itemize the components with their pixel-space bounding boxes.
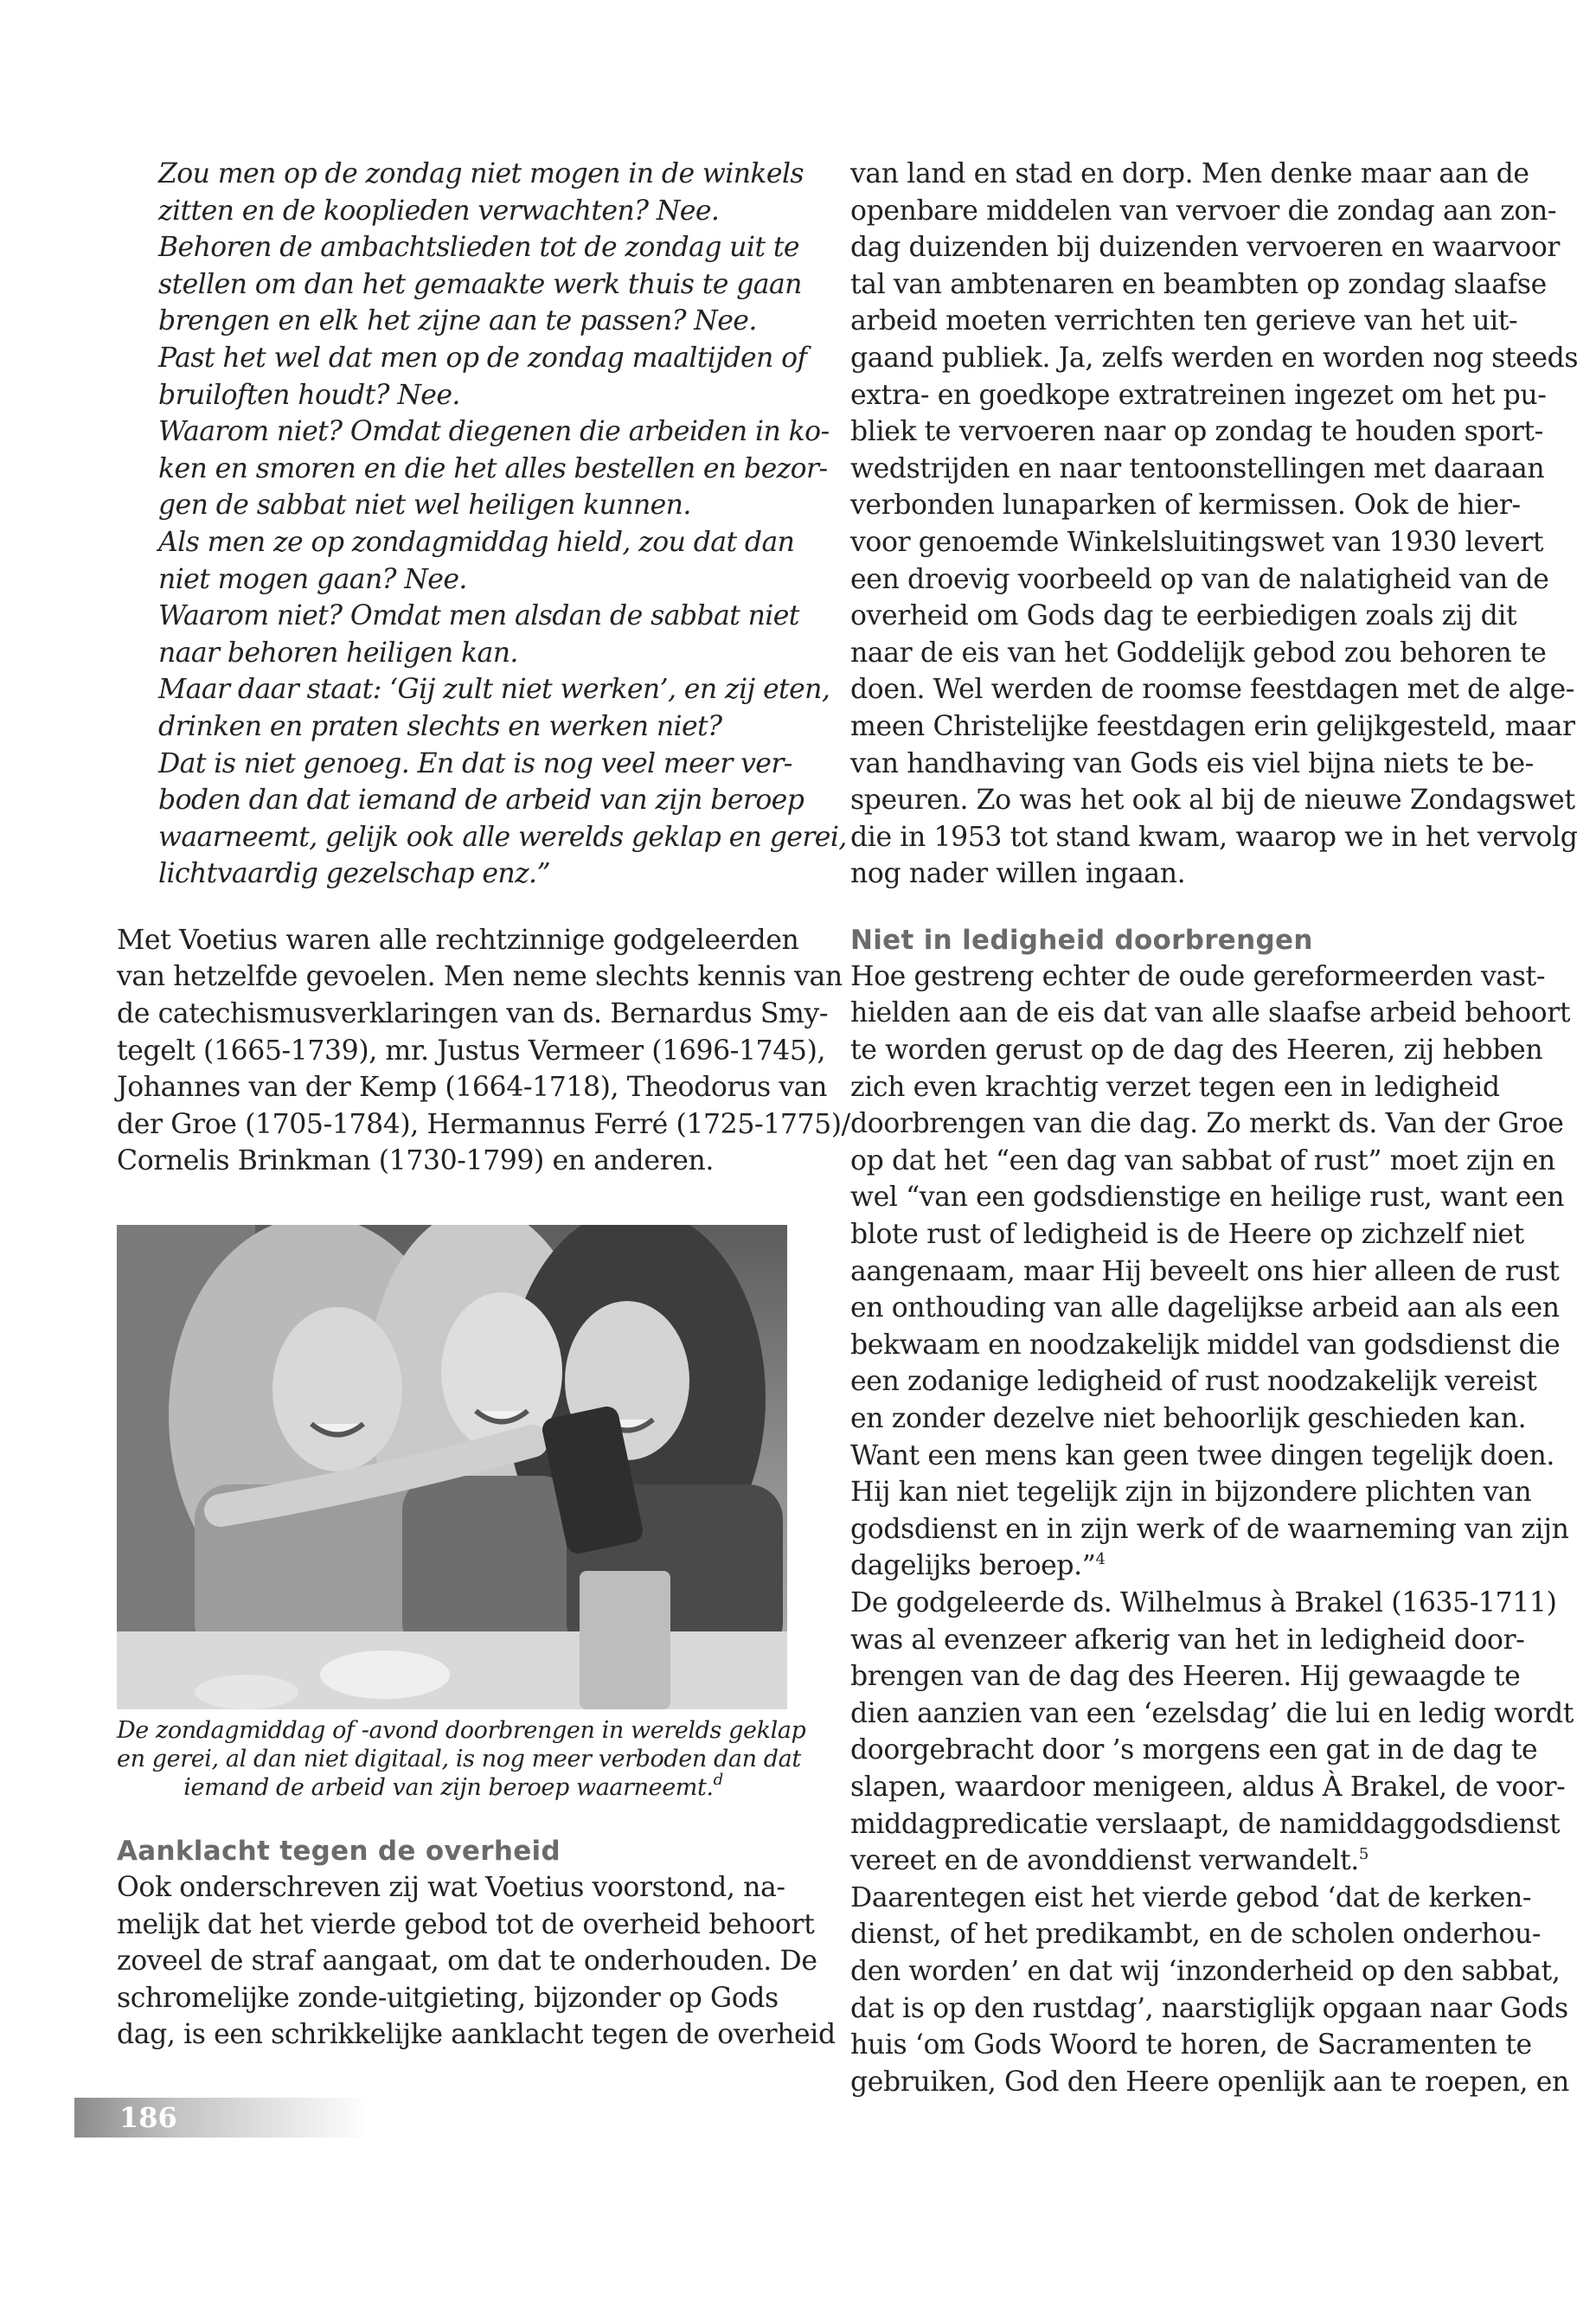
caption-line: iemand de arbeid van zijn beroep waarneemt.$^d$ [183,1771,723,1802]
paragraph-line: dag, is een schrikkelijke aanklacht tegen de overheid [117,2019,836,2051]
paragraph-line: verbonden lunaparken of kermissen. Ook de hier- [850,490,1521,522]
paragraph-line: Hij kan niet tegelijk zijn in bijzondere plichten van [850,1477,1532,1509]
paragraph-line: middagpredicatie verslaapt, de namiddaggodsdienst [850,1808,1561,1840]
paragraph-line: dien aanzien van een ‘ezelsdag’ die lui en ledig wordt [850,1697,1574,1729]
paragraph-line: van land en stad en dorp. Men denke maar aan de [850,158,1529,189]
paragraph-line: tegelt (1665-1739), mr. Justus Vermeer (1696-1745), [117,1035,826,1067]
footnote-marker: 5 [1358,1845,1368,1864]
paragraph-line: speuren. Zo was het ook al bij de nieuwe Zondagswet [850,785,1575,817]
paragraph-line: en zonder dezelve niet behoorlijk geschieden kan. [850,1403,1527,1434]
paragraph-line: Zou men op de zondag niet mogen in de winkels [158,158,804,189]
paragraph-line: wedstrijden en naar tentoonstellingen met daaraan [850,452,1545,484]
paragraph-line: doorbrengen van die dag. Zo merkt ds. Van der Groe [850,1108,1564,1140]
paragraph-line: dienst, of het predikambt, en de scholen onderhou- [850,1919,1542,1951]
paragraph-line: niet mogen gaan? Nee. [158,563,467,595]
paragraph-line: bekwaam en noodzakelijk middel van godsdienst die [850,1329,1561,1361]
page-number-bar [74,2098,369,2138]
paragraph-line: Daarentegen eist het vierde gebod ‘dat de kerken- [850,1881,1532,1913]
paragraph-line: Hoe gestreng echter de oude gereformeerden vast- [850,960,1546,992]
paragraph-line: bliek te vervoeren naar op zondag te houden sport- [850,416,1543,448]
paragraph-line: dag duizenden bij duizenden vervoeren en waarvoor [850,232,1561,264]
paragraph-line: te worden gerust op de dag des Heeren, zij hebben [850,1035,1543,1067]
heading-ledigheid: Niet in ledigheid doorbrengen [850,924,1313,956]
paragraph-line: doorgebracht door ’s morgens een gat in de dag te [850,1734,1538,1766]
paragraph-line: zich even krachtig verzet tegen een in ledigheid [850,1071,1500,1103]
caption-line: en gerei, al dan niet digitaal, is nog meer verboden dan dat [117,1746,801,1773]
paragraph-line: extra- en goedkope extratreinen ingezet om het pu- [850,379,1547,411]
paragraph-line: dat is op den rustdag’, naarstiglijk opgaan naar Gods [850,1992,1568,2024]
paragraph-vierde-gebod [850,1880,1569,2101]
page-number: 186 [119,2101,177,2134]
paragraph-line: Cornelis Brinkman (1730-1799) en anderen. [117,1145,714,1177]
paragraph-line: was al evenzeer afkerig van het in ledigheid door- [850,1624,1525,1656]
paragraph-line: Als men ze op zondagmiddag hield, zou dat dan [158,526,795,558]
paragraph-line: Want een mens kan geen twee dingen tegelijk doen. [850,1439,1554,1471]
photo-illustration [117,1225,787,1709]
paragraph-overheid [850,156,1579,893]
paragraph-line: overheid om Gods dag te eerbiedigen zoals zij dit [850,600,1517,632]
paragraph-line: tal van ambtenaren en beambten op zondag slaafse [850,268,1547,300]
paragraph-line: zoveel de straf aangaat, om dat te onderhouden. De [117,1945,817,1977]
paragraph-line: der Groe (1705-1784), Hermannus Ferré (1725-1775)/ [117,1108,850,1140]
paragraph-line: Past het wel dat men op de zondag maaltijden of [158,342,807,374]
footnote-marker: d [713,1771,723,1790]
paragraph-line: voor genoemde Winkelsluitingswet van 1930 levert [850,526,1544,558]
paragraph-line: Dat is niet genoeg. En dat is nog veel meer ver- [158,747,792,779]
paragraph-line: Behoren de ambachtslieden tot de zondag uit te [158,232,799,264]
paragraph-aanklacht [117,1869,836,2054]
paragraph-line: een zodanige ledigheid of rust noodzakelijk vereist [850,1366,1537,1398]
paragraph-line: een droevig voorbeeld op van de nalatigheid van de [850,563,1549,595]
paragraph-line: naar behoren heiligen kan. [158,637,518,669]
paragraph-line: blote rust of ledigheid is de Heere op zichzelf niet [850,1219,1524,1251]
paragraph-line: bruiloften houdt? Nee. [158,379,460,411]
paragraph-line: openbare middelen van vervoer die zondag aan zon- [850,195,1557,227]
paragraph-line: ken en smoren en die het alles bestellen en bezor- [158,452,828,484]
paragraph-a-brakel [850,1585,1574,1843]
paragraph-line: vereet en de avonddienst verwandelt.$^5$ [850,1845,1368,1877]
paragraph-line: Maar daar staat: ‘Gij zult niet werken’, en zij eten, [158,674,830,706]
paragraph-line: dagelijks beroep.”$^4$ [850,1550,1106,1582]
paragraph-line: boden dan dat iemand de arbeid van zijn beroep [158,785,804,817]
paragraph-line: arbeid moeten verrichten ten gerieve van het uit- [850,305,1518,337]
paragraph-line: lichtvaardig gezelschap enz.” [158,858,550,890]
paragraph-line: Met Voetius waren alle rechtzinnige godgeleerden [117,924,799,956]
paragraph-line: De godgeleerde ds. Wilhelmus à Brakel (1635-1711) [850,1586,1557,1618]
paragraph-line: melijk dat het vierde gebod tot de overheid behoort [117,1908,815,1940]
paragraph-line: gebruiken, God den Heere openlijk aan te roepen, en [850,2066,1569,2098]
paragraph-line: hielden aan de eis dat van alle slaafse arbeid behoort [850,997,1571,1029]
paragraph-line: Ook onderschreven zij wat Voetius voorstond, na- [117,1872,785,1904]
voetius-quote [117,156,847,893]
paragraph-line: nog nader willen ingaan. [850,858,1186,890]
footnote-marker: 4 [1095,1550,1106,1569]
photo-women-with-smartphone [117,1225,787,1709]
paragraph-line: naar de eis van het Goddelijk gebod zou behoren te [850,637,1547,669]
paragraph-line: van hetzelfde gevoelen. Men neme slechts kennis van [117,961,843,993]
heading-aanklacht: Aanklacht tegen de overheid [117,1836,561,1868]
paragraph-line: den worden’ en dat wij ‘inzonderheid op den sabbat, [850,1955,1561,1987]
paragraph-line: schromelijke zonde-uitgieting, bijzonder op Gods [117,1982,779,2014]
paragraph-line: Waarom niet? Omdat men alsdan de sabbat niet [158,600,799,632]
paragraph-line: meen Christelijke feestdagen erin gelijkgesteld, maar [850,710,1575,742]
paragraph-line: gen de sabbat niet wel heiligen kunnen. [158,490,691,522]
right-column [850,156,1579,2100]
paragraph-line: en onthouding van alle dagelijkse arbeid aan als een [850,1292,1560,1324]
paragraph-van-der-groe [850,958,1571,1548]
paragraph-line: Waarom niet? Omdat diegenen die arbeiden in ko- [158,416,830,448]
paragraph-line: die in 1953 tot stand kwam, waarop we in het vervolg [850,821,1578,853]
paragraph-line: brengen van de dag des Heeren. Hij gewaagde te [850,1661,1521,1693]
paragraph-line: slapen, waardoor menigeen, aldus À Brakel, de voor- [850,1771,1566,1803]
paragraph-line: aangenaam, maar Hij beveelt ons hier alleen de rust [850,1255,1560,1287]
photo-caption [117,1716,806,1802]
caption-line: De zondagmiddag of -avond doorbrengen in werelds geklap [117,1717,806,1745]
paragraph-voetius [117,922,850,1180]
paragraph-line: godsdienst en in zijn werk of de waarneming van zijn [850,1513,1569,1545]
paragraph-line: drinken en praten slechts en werken niet? [158,710,722,742]
paragraph-line: van handhaving van Gods eis viel bijna niets te be- [850,747,1534,779]
paragraph-line: stellen om dan het gemaakte werk thuis te gaan [158,268,802,300]
paragraph-line: gaand publiek. Ja, zelfs werden en worden nog steeds [850,342,1579,374]
paragraph-line: wel “van een godsdienstige en heilige rust, want een [850,1182,1565,1214]
paragraph-line: brengen en elk het zijne aan te passen? Nee. [158,305,757,337]
paragraph-line: op dat het “een dag van sabbat of rust” moet zijn en [850,1144,1555,1176]
paragraph-line: zitten en de kooplieden verwachten? Nee. [158,195,720,227]
paragraph-line: waarneemt, gelijk ook alle werelds geklap en gerei, [158,821,847,853]
paragraph-line: doen. Wel werden de roomse feestdagen met de alge- [850,674,1575,706]
paragraph-line: huis ‘om Gods Woord te horen, de Sacramenten te [850,2029,1532,2061]
paragraph-line: de catechismusverklaringen van ds. Bernardus Smy- [117,998,829,1030]
left-column [117,156,850,2054]
paragraph-line: Johannes van der Kemp (1664-1718), Theodorus van [117,1072,827,1104]
